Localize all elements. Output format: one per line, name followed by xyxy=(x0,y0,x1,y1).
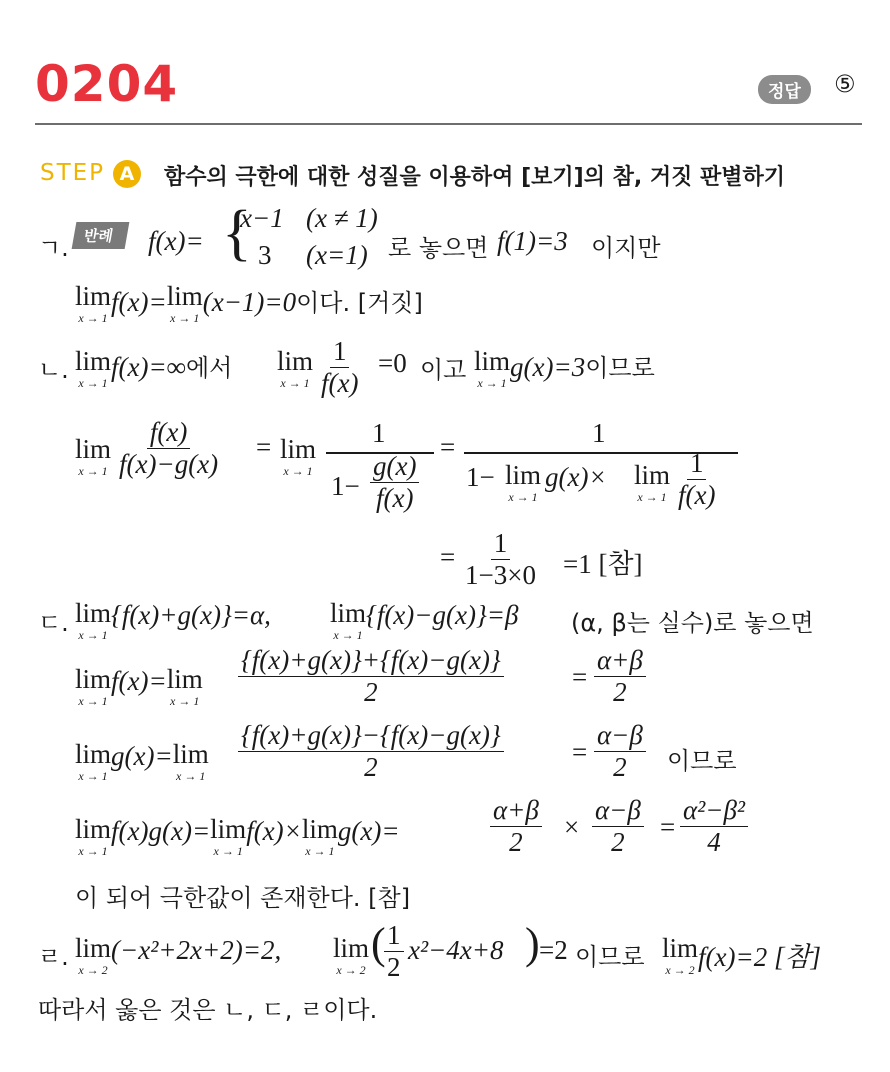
item-n-line1 xyxy=(75,348,232,389)
fraction-denominator: f(x)−g(x) xyxy=(119,449,219,480)
fraction-numerator: f(x) xyxy=(147,417,190,449)
step-letter-badge: A xyxy=(113,160,141,188)
piecewise-brace: { xyxy=(222,199,252,267)
item-r-half-fraction xyxy=(384,920,404,983)
item-n-p2-tail: 이고 xyxy=(420,356,467,384)
equals-sign: = xyxy=(572,737,588,767)
item-g-fx: f(x)= xyxy=(148,226,204,256)
item-n-p2-fraction xyxy=(318,336,361,399)
item-d-l2-lhs: f(x)= xyxy=(111,666,167,696)
answer-label-badge: 정답 xyxy=(758,75,811,104)
fraction-denominator: 2 xyxy=(611,827,625,858)
fraction-numerator: g(x) xyxy=(370,451,419,483)
fraction-numerator: α+β xyxy=(594,645,646,677)
item-d-line1b: lim x → 1 {f(x)−g(x)}=β xyxy=(330,598,519,642)
fraction-denominator: 2 xyxy=(613,752,627,783)
fraction-denominator: 2 xyxy=(509,827,523,858)
equals-sign: = xyxy=(572,662,588,692)
fraction-numerator: 1 xyxy=(687,448,707,480)
equals-sign: = xyxy=(440,542,456,572)
item-d-l1-a: {f(x)+g(x)}=α, xyxy=(111,600,271,630)
item-g-line2-b: (x−1)=0 xyxy=(202,287,297,317)
counterexample-badge: 반례 xyxy=(72,222,130,249)
item-r-p2-tail: 이므로 xyxy=(575,943,645,971)
fraction-numerator: 1 xyxy=(491,528,511,560)
case2-expr: 3 xyxy=(258,240,272,270)
step-label: STEP xyxy=(40,160,106,186)
item-n-p3-tail: 이므로 xyxy=(585,354,655,382)
item-n-d-one-b: 1 xyxy=(592,418,606,448)
right-paren: ) xyxy=(525,919,540,968)
item-g-line2-tail: 이다. [거짓] xyxy=(296,289,423,317)
equals-sign: = xyxy=(256,432,272,462)
equals-sign: = xyxy=(660,812,676,842)
fraction-denominator: f(x) xyxy=(321,368,359,399)
item-d-line3: lim x → 1 g(x)= lim x → 1 xyxy=(75,739,209,783)
item-d-conclusion: 이 되어 극한값이 존재한다. [참] xyxy=(75,884,411,912)
times-sign: × xyxy=(564,812,580,842)
item-n-final-fraction xyxy=(462,528,539,591)
item-r-p2-rhs: =2 xyxy=(539,935,568,965)
item-d-marker: ㄷ. xyxy=(38,609,69,637)
lim-operator: lim x → 1 xyxy=(166,281,203,325)
item-d-l4-frac3 xyxy=(680,795,748,858)
equals-sign: = xyxy=(440,432,456,462)
item-r-p3: lim x → 2 f(x)=2 [참] xyxy=(662,933,822,977)
item-n-marker: ㄴ. xyxy=(38,356,69,384)
item-n-p2-rhs: =0 xyxy=(378,348,407,378)
fraction-numerator: α+β xyxy=(490,795,542,827)
item-g-text2: 이지만 xyxy=(591,234,661,262)
item-d-l1-c: (α, β는 실수)로 놓으면 xyxy=(571,609,814,637)
item-n-p3: lim x → 1 g(x)=3이므로 xyxy=(474,346,655,390)
lim-operator: lim x → 1 xyxy=(277,346,314,390)
item-d-l3-fraction xyxy=(238,720,504,783)
item-n-d-final-inner-fraction xyxy=(675,448,718,511)
fraction-denominator: 2 xyxy=(364,677,378,708)
item-n-d-fraction1 xyxy=(116,417,221,480)
case1-expr: x−1 xyxy=(240,203,284,233)
fraction-denominator: 2 xyxy=(364,752,378,783)
problem-number: 0204 xyxy=(35,55,179,113)
item-n-d-one-minus: 1− xyxy=(331,471,360,501)
item-d-line2: lim x → 1 f(x)= lim x → 1 xyxy=(75,664,203,708)
item-d-l4-b: f(x)× xyxy=(246,816,302,846)
item-n-d-one: 1 xyxy=(372,418,386,448)
case2-cond: (x=1) xyxy=(306,240,368,270)
item-r-marker: ㄹ. xyxy=(38,943,69,971)
fraction-numerator: {f(x)+g(x)}−{f(x)−g(x)} xyxy=(238,720,504,752)
lim-operator: lim x → 1 xyxy=(75,434,112,478)
header-divider xyxy=(35,123,862,125)
item-r-line: lim x → 2 (−x²+2x+2)=2, xyxy=(75,933,282,977)
lim-operator: lim x → 1 xyxy=(280,434,317,478)
item-d-l1-b: {f(x)−g(x)}=β xyxy=(366,600,519,630)
item-n-p3-expr: g(x)=3 xyxy=(510,352,586,382)
fraction-numerator: {f(x)+g(x)}+{f(x)−g(x)} xyxy=(238,645,504,677)
item-d-l2-rfraction xyxy=(594,645,646,708)
item-d-l4-frac2 xyxy=(592,795,644,858)
lim-operator: lim x → 2 xyxy=(333,933,370,977)
lim-operator: lim x → 1 xyxy=(75,281,112,325)
fraction-denominator: f(x) xyxy=(678,480,716,511)
fraction-numerator: α−β xyxy=(594,720,646,752)
item-n-d-inner-fraction xyxy=(370,451,419,514)
item-d-l4-a: f(x)g(x)= xyxy=(111,816,211,846)
item-n-p1: f(x)=∞ xyxy=(111,352,186,382)
item-g-line2-a: f(x)= xyxy=(111,287,167,317)
item-r-p2-rest: x²−4x+8 xyxy=(408,935,504,965)
item-d-l3-rfraction xyxy=(594,720,646,783)
item-d-l2-fraction xyxy=(238,645,504,708)
item-n-p1-tail: 에서 xyxy=(185,354,233,382)
item-n-d-den-one-minus: 1− xyxy=(466,462,495,492)
fraction-denominator: 4 xyxy=(707,827,721,858)
item-d-l4-frac1 xyxy=(490,795,542,858)
fraction-denominator: 1−3×0 xyxy=(465,560,536,591)
lim-operator: lim x → 1 xyxy=(75,346,112,390)
fraction-numerator: α²−β² xyxy=(680,795,748,827)
item-d-l3-lhs: g(x)= xyxy=(111,741,173,771)
fraction-numerator: 1 xyxy=(384,920,404,952)
item-g-marker: ㄱ. xyxy=(38,234,69,262)
step-title: 함수의 극한에 대한 성질을 이용하여 [보기]의 참, 거짓 판별하기 xyxy=(164,165,786,190)
fraction-numerator: α−β xyxy=(592,795,644,827)
fraction-denominator: f(x) xyxy=(376,483,414,514)
item-r-p3-expr: f(x)=2 [참] xyxy=(698,942,822,972)
item-n-final-rhs: =1 [참] xyxy=(563,549,643,579)
item-d-line4: lim x → 1 f(x)g(x)= lim x → 1 f(x)× lim x → 1 g(x)= xyxy=(75,814,400,858)
final-conclusion: 따라서 옳은 것은 ㄴ, ㄷ, ㄹ이다. xyxy=(38,996,378,1024)
lim-operator: lim x → 1 xyxy=(634,460,671,504)
item-d-l4-c: g(x)= xyxy=(337,816,400,846)
item-d-l3-tail: 이므로 xyxy=(667,747,737,775)
item-n-d-gx-times: g(x)× xyxy=(545,462,607,492)
fraction-numerator: 1 xyxy=(330,336,350,368)
item-g-text1: 로 놓으면 xyxy=(388,234,489,262)
item-g-f1: f(1)=3 xyxy=(497,226,568,256)
lim-operator: lim x → 1 xyxy=(505,460,542,504)
answer-value: ⑤ xyxy=(834,70,856,98)
item-r-p1: (−x²+2x+2)=2, xyxy=(111,935,282,965)
item-g-line2 xyxy=(75,283,423,324)
fraction-denominator: 2 xyxy=(387,952,401,983)
item-d-line1: lim x → 1 {f(x)+g(x)}=α, xyxy=(75,598,271,642)
fraction-denominator: 2 xyxy=(613,677,627,708)
case1-cond: (x ≠ 1) xyxy=(306,203,378,233)
left-paren: ( xyxy=(371,919,386,968)
